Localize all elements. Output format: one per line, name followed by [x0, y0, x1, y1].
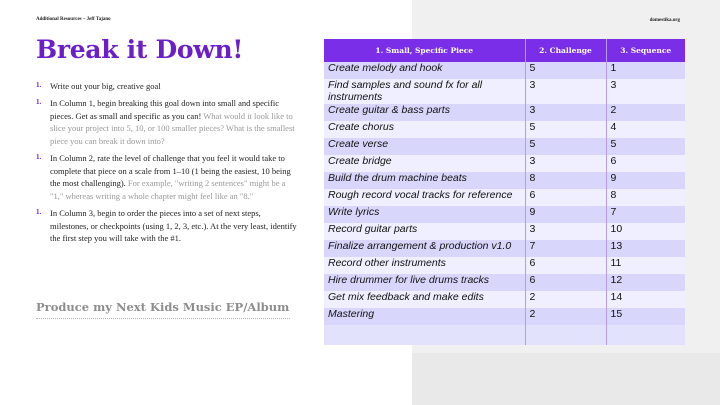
- instruction-list: [36, 80, 298, 249]
- sequence-cell[interactable]: 15: [606, 308, 685, 325]
- challenge-cell[interactable]: 2: [525, 308, 606, 325]
- challenge-cell[interactable]: 5: [525, 62, 606, 79]
- challenge-cell[interactable]: [525, 325, 606, 345]
- challenge-cell[interactable]: 2: [525, 291, 606, 308]
- step-note: What would it look like to slice your project into 5, 10, or 100 smaller pieces? What is the smallest piece you can break it down into?: [50, 110, 295, 146]
- step-text: In Column 2, rate the level of challenge that you feel it would take to complete that piece on a scale from 1–10 (1 being the easiest, 10 being the most challenging).: [50, 152, 291, 189]
- breakdown-table: [324, 39, 685, 345]
- challenge-cell[interactable]: 8: [525, 172, 606, 189]
- table-row: [324, 62, 685, 79]
- challenge-cell[interactable]: 6: [525, 274, 606, 291]
- instruction-item: [36, 152, 298, 203]
- table-row: [324, 325, 685, 345]
- challenge-cell[interactable]: 6: [525, 189, 606, 206]
- challenge-cell[interactable]: 3: [525, 155, 606, 172]
- sequence-cell[interactable]: 10: [606, 223, 685, 240]
- step-text: In Column 1, begin breaking this goal down into small and specific pieces. Get as small and specific as you can!: [50, 97, 279, 121]
- piece-cell[interactable]: Mastering: [324, 308, 525, 325]
- piece-cell[interactable]: Build the drum machine beats: [324, 172, 525, 189]
- challenge-cell[interactable]: 3: [525, 223, 606, 240]
- instruction-item: [36, 207, 298, 245]
- table-row: [324, 274, 685, 291]
- step-number: 1.: [36, 81, 42, 89]
- table-row: [324, 308, 685, 325]
- step-note: For example, "writing 2 sentences" might be a "1," whereas writing a whole chapter might feel like an "8.": [50, 178, 286, 201]
- instruction-item: [36, 97, 298, 148]
- sequence-cell[interactable]: 5: [606, 138, 685, 155]
- table-row: [324, 240, 685, 257]
- goal-underline: [36, 318, 290, 319]
- challenge-cell[interactable]: 9: [525, 206, 606, 223]
- column-header-piece: 1. Small, Specific Piece: [324, 39, 525, 62]
- piece-cell[interactable]: Find samples and sound fx for all instruments: [324, 79, 525, 104]
- table-row: [324, 104, 685, 121]
- table-row: [324, 257, 685, 274]
- piece-cell[interactable]: Finalize arrangement & production v1.0: [324, 240, 525, 257]
- piece-cell[interactable]: Create bridge: [324, 155, 525, 172]
- table-row: [324, 189, 685, 206]
- challenge-cell[interactable]: 5: [525, 138, 606, 155]
- instruction-item: [36, 80, 298, 93]
- challenge-cell[interactable]: 5: [525, 121, 606, 138]
- sequence-cell[interactable]: 14: [606, 291, 685, 308]
- step-text: In Column 3, begin to order the pieces into a set of next steps, milestones, or checkpoints (using 1, 2, 3, etc.). At the very least, identify the first step you will take with the #1.: [50, 207, 297, 244]
- sequence-cell[interactable]: 7: [606, 206, 685, 223]
- sequence-cell[interactable]: 8: [606, 189, 685, 206]
- sequence-cell[interactable]: 2: [606, 104, 685, 121]
- table-row: [324, 79, 685, 104]
- piece-cell[interactable]: Hire drummer for live drums tracks: [324, 274, 525, 291]
- sequence-cell[interactable]: 11: [606, 257, 685, 274]
- piece-cell[interactable]: Create verse: [324, 138, 525, 155]
- piece-cell[interactable]: Write lyrics: [324, 206, 525, 223]
- sequence-cell[interactable]: 9: [606, 172, 685, 189]
- piece-cell[interactable]: [324, 325, 525, 345]
- column-header-sequence: 3. Sequence: [606, 39, 685, 62]
- goal-text: Produce my Next Kids Music EP/Album: [36, 300, 290, 314]
- piece-cell[interactable]: Rough record vocal tracks for reference: [324, 189, 525, 206]
- table-row: [324, 223, 685, 240]
- piece-cell[interactable]: Create melody and hook: [324, 62, 525, 79]
- challenge-cell[interactable]: 7: [525, 240, 606, 257]
- header-site: domestika.org: [649, 18, 680, 23]
- piece-cell[interactable]: Create chorus: [324, 121, 525, 138]
- bottom-band: [412, 353, 720, 405]
- piece-cell[interactable]: Record other instruments: [324, 257, 525, 274]
- step-text: Write out your big, creative goal: [50, 81, 161, 91]
- table-row: [324, 121, 685, 138]
- challenge-cell[interactable]: 3: [525, 104, 606, 121]
- step-number: 1.: [36, 207, 42, 216]
- table-row: [324, 206, 685, 223]
- sequence-cell[interactable]: 12: [606, 274, 685, 291]
- column-header-challenge: 2. Challenge: [525, 39, 606, 62]
- sequence-cell[interactable]: 6: [606, 155, 685, 172]
- table-header-row: [324, 39, 685, 62]
- sequence-cell[interactable]: [606, 325, 685, 345]
- challenge-cell[interactable]: 3: [525, 79, 606, 104]
- page-title: Break it Down!: [36, 35, 244, 64]
- sequence-cell[interactable]: 13: [606, 240, 685, 257]
- table-row: [324, 172, 685, 189]
- table-row: [324, 155, 685, 172]
- header-credit: Additional Resources – Jeff Tajano: [36, 17, 111, 22]
- piece-cell[interactable]: Get mix feedback and make edits: [324, 291, 525, 308]
- piece-cell[interactable]: Record guitar parts: [324, 223, 525, 240]
- table-row: [324, 291, 685, 308]
- sequence-cell[interactable]: 4: [606, 121, 685, 138]
- sequence-cell[interactable]: 1: [606, 62, 685, 79]
- sequence-cell[interactable]: 3: [606, 79, 685, 104]
- step-number: 1.: [36, 97, 42, 106]
- challenge-cell[interactable]: 6: [525, 257, 606, 274]
- table-row: [324, 138, 685, 155]
- piece-cell[interactable]: Create guitar & bass parts: [324, 104, 525, 121]
- step-number: 1.: [36, 152, 42, 161]
